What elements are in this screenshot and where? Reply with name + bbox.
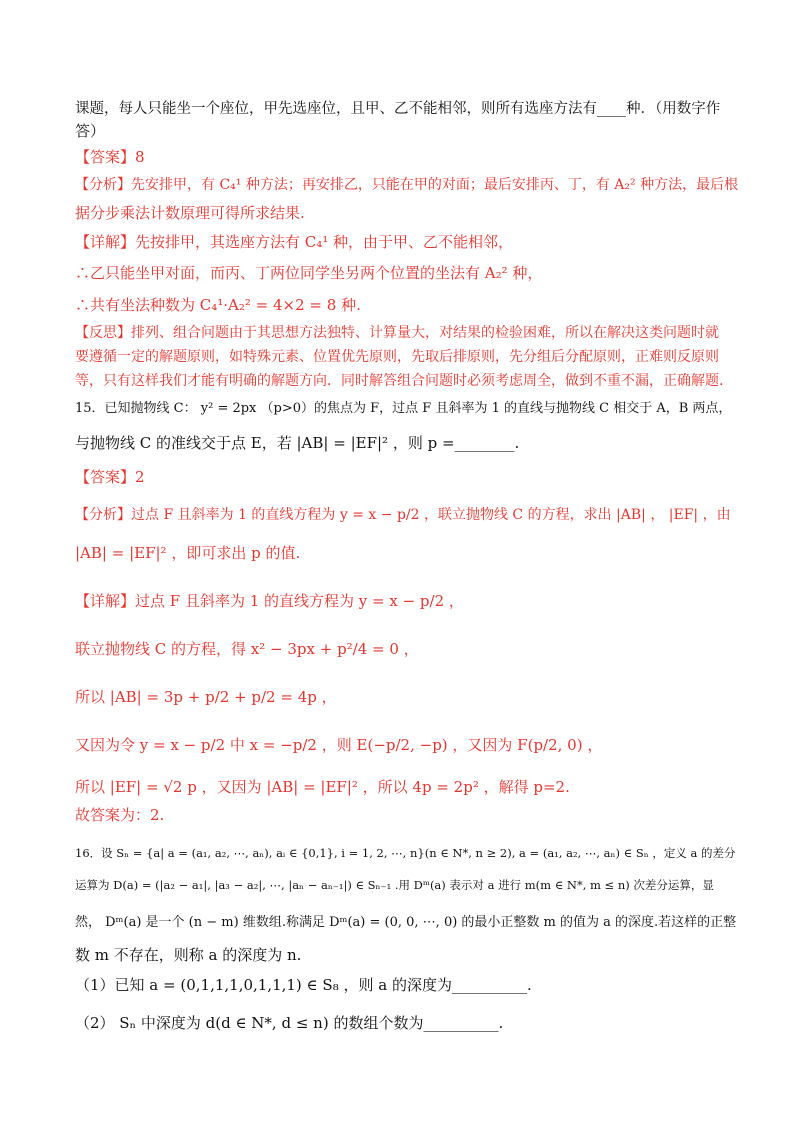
q15-detail-line-5: 所以 |EF| = √2 p ，又因为 |AB| = |EF|² ，所以 4p = 2p² ，解得 p=2.: [75, 778, 570, 796]
q14-detail-line-2: ∴乙只能坐甲对面，而丙、丁两位同学坐另两个位置的坐法有 A₂² 种，: [75, 264, 543, 282]
q16-text-line-3: 然， Dᵐ(a) 是一个 (n − m) 维数组.称满足 Dᵐ(a) = (0, 0, ⋯, 0) 的最小正整数 m 的值为 a 的深度.若这样的正整: [75, 915, 737, 930]
q14-analysis-line-1: 【分析】先安排甲，有 C₄¹ 种方法；再安排乙，只能在甲的对面；最后安排丙、丁，有 A₂² 种方法，最后根: [75, 177, 739, 193]
q15-detail-line-4: 又因为令 y = x − p/2 中 x = −p/2 ，则 E(−p/2, −p) ，又因为 F(p/2, 0) ，: [75, 736, 603, 754]
q15-answer: 【答案】2: [75, 468, 145, 486]
q14-reflection-line-3: 等，只有这样我们才能有明确的解题方向．同时解答组合问题时必须考虑周全，做到不重不漏，正确解题.: [75, 373, 724, 389]
q16-part-1: （1）已知 a = (0,1,1,1,0,1,1,1) ∈ S₈ ，则 a 的深度为__________.: [75, 976, 532, 994]
q15-analysis-line-1: 【分析】过点 F 且斜率为 1 的直线方程为 y = x − p/2 ，联立抛物线 C 的方程，求出 |AB| ， |EF| ，由: [75, 507, 731, 523]
q15-detail-line-3: 所以 |AB| = 3p + p/2 + p/2 = 4p ，: [75, 688, 337, 706]
q14-answer: 【答案】8: [75, 148, 145, 166]
q15-detail-line-1: 【详解】过点 F 且斜率为 1 的直线方程为 y = x − p/2 ，: [75, 592, 464, 610]
q16-text-line-1: 16．设 Sₙ = {a| a = (a₁, a₂, ⋯, aₙ), aᵢ ∈ {0,1}, i = 1, 2, ⋯, n}(n ∈ N*, n ≥ 2), a = (a₁, a₂, ⋯, aₙ) ∈ Sₙ ，定义 a 的差分: [75, 846, 736, 860]
q15-text-line-2: 与抛物线 C 的准线交于点 E，若 |AB| = |EF|² ，则 p =________.: [75, 434, 520, 452]
q14-text-line-2: 答）: [75, 122, 106, 140]
q14-analysis-line-2: 据分步乘法计数原理可得所求结果.: [75, 204, 305, 222]
q15-detail-line-6: 故答案为：2.: [75, 806, 165, 824]
q14-text-line-1: 课题，每人只能坐一个座位，甲先选座位，且甲、乙不能相邻，则所有选座方法有____种．（用数字作: [75, 101, 721, 117]
q14-detail-line-1: 【详解】先按排甲，其选座方法有 C₄¹ 种，由于甲、乙不能相邻，: [75, 233, 514, 251]
q14-reflection-line-2: 要遵循一定的解题原则，如特殊元素、位置优先原则，先取后排原则，先分组后分配原则，正难则反原则: [75, 349, 719, 365]
q16-text-line-4: 数 m 不存在，则称 a 的深度为 n.: [75, 946, 302, 964]
q16-part-2: （2） Sₙ 中深度为 d(d ∈ N*, d ≤ n) 的数组个数为__________.: [75, 1014, 504, 1032]
q15-text-line-1: 15．已知抛物线 C： y² = 2px （p>0）的焦点为 F，过点 F 且斜率为 1 的直线与抛物线 C 相交于 A，B 两点，: [75, 401, 732, 416]
q14-reflection-line-1: 【反思】排列、组合问题由于其思想方法独特、计算量大，对结果的检验困难，所以在解决这类问题时就: [75, 325, 719, 341]
q16-text-line-2: 运算为 D(a) = (|a₂ − a₁|, |a₃ − a₂|, ⋯, |aₙ − aₙ₋₁|) ∈ Sₙ₋₁ .用 Dᵐ(a) 表示对 a 进行 m(m ∈ N*, m ≤ n) 次差分运算，显: [75, 878, 714, 892]
q14-detail-line-3: ∴共有坐法种数为 C₄¹·A₂² = 4×2 = 8 种.: [75, 296, 361, 314]
q15-detail-line-2: 联立抛物线 C 的方程，得 x² − 3px + p²/4 = 0 ，: [75, 640, 419, 658]
q15-analysis-line-2: |AB| = |EF|² ，即可求出 p 的值.: [75, 544, 301, 562]
